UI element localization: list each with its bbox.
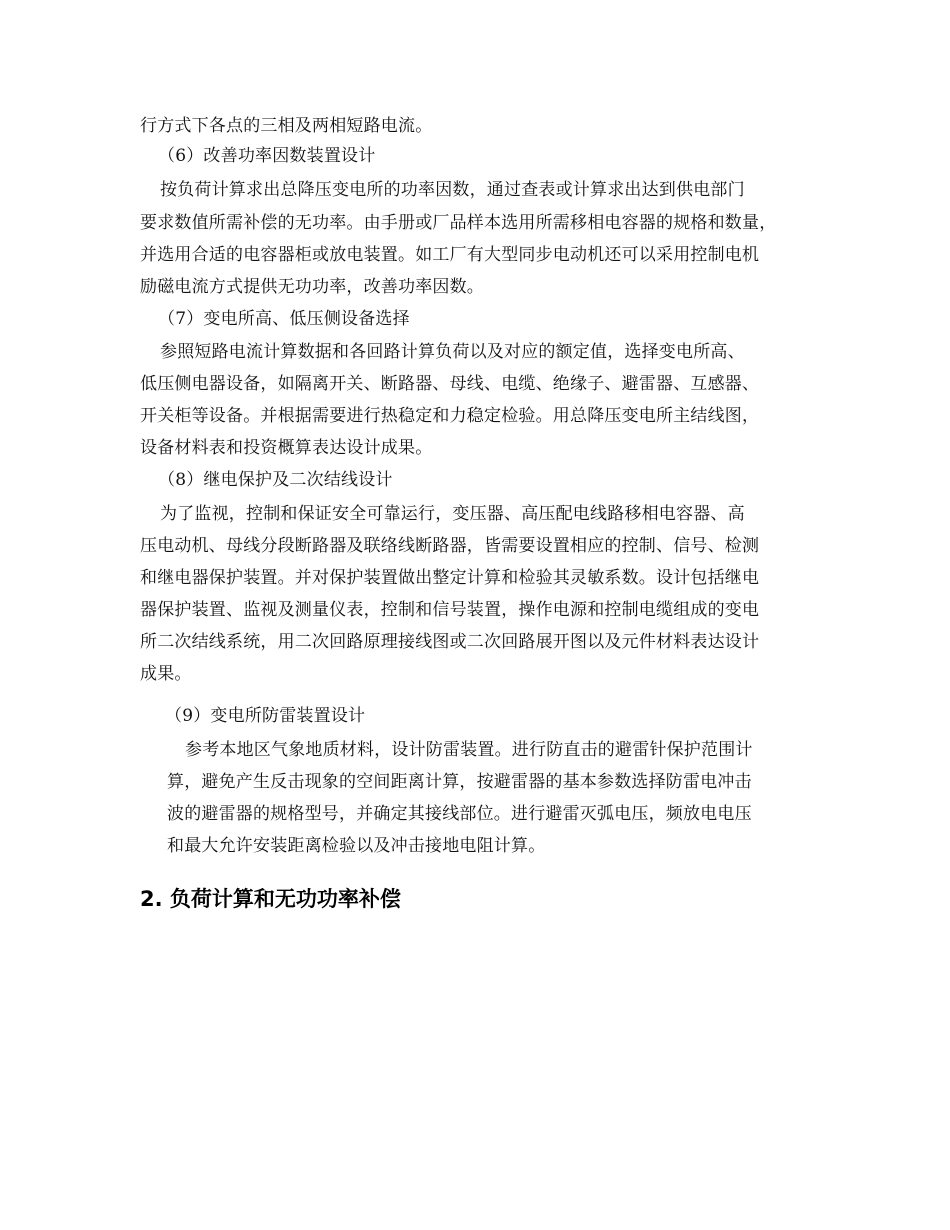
text-line-4: 要求数值所需补偿的无功率。由手册或厂品样本选用所需移相电容器的规格和数量， <box>140 213 777 233</box>
subsection-title-7: （7）变电所高、低压侧设备选择 <box>158 309 410 329</box>
text-line-3: 按负荷计算求出总降压变电所的功率因数，通过查表或计算求出达到供电部门 <box>160 180 745 200</box>
section-heading: 2. 负荷计算和无功功率补偿 <box>140 887 401 911</box>
text-line-17: 所二次结线系统，用二次回路原理接线图或二次回路展开图以及元件材料表达设计 <box>140 632 760 652</box>
text-line-23: 和最大允许安装距离检验以及冲击接地电阻计算。 <box>167 836 546 856</box>
text-line-1: 行方式下各点的三相及两相短路电流。 <box>140 116 433 136</box>
text-line-11: 设备材料表和投资概算表达设计成果。 <box>140 438 433 458</box>
text-line-16: 器保护装置、监视及测量仪表，控制和信号装置，操作电源和控制电缆组成的变电 <box>140 600 760 620</box>
text-line-18: 成果。 <box>140 664 192 684</box>
text-line-6: 励磁电流方式提供无功功率，改善功率因数。 <box>140 277 484 297</box>
text-line-5: 并选用合适的电容器柜或放电装置。如工厂有大型同步电动机还可以采用控制电机 <box>140 245 760 265</box>
text-line-8: 参照短路电流计算数据和各回路计算负荷以及对应的额定值，选择变电所高、 <box>160 342 745 362</box>
text-line-13: 为了监视，控制和保证安全可靠运行，变压器、高压配电线路移相电容器、高 <box>160 504 745 524</box>
text-line-14: 压电动机、母线分段断路器及联络线断路器，皆需要设置相应的控制、信号、检测 <box>140 536 760 556</box>
text-line-15: 和继电器保护装置。并对保护装置做出整定计算和检验其灵敏系数。设计包括继电 <box>140 568 760 588</box>
text-line-22: 波的避雷器的规格型号，并确定其接线部位。进行避雷灭弧电压，频放电电压 <box>167 804 752 824</box>
text-line-20: 参考本地区气象地质材料，设计防雷装置。进行防直击的避雷针保护范围计 <box>185 740 753 760</box>
subsection-title-9: （9）变电所防雷装置设计 <box>165 706 366 726</box>
text-line-21: 算，避免产生反击现象的空间距离计算，按避雷器的基本参数选择防雷电冲击 <box>167 772 752 792</box>
text-line-9: 低压侧电器设备，如隔离开关、断路器、母线、电缆、绝缘子、避雷器、互感器、 <box>140 374 760 394</box>
text-line-10: 开关柜等设备。并根据需要进行热稳定和力稳定检验。用总降压变电所主结线图， <box>140 406 760 426</box>
subsection-title-8: （8）继电保护及二次结线设计 <box>158 470 393 490</box>
subsection-title-6: （6）改善功率因数装置设计 <box>158 146 376 166</box>
